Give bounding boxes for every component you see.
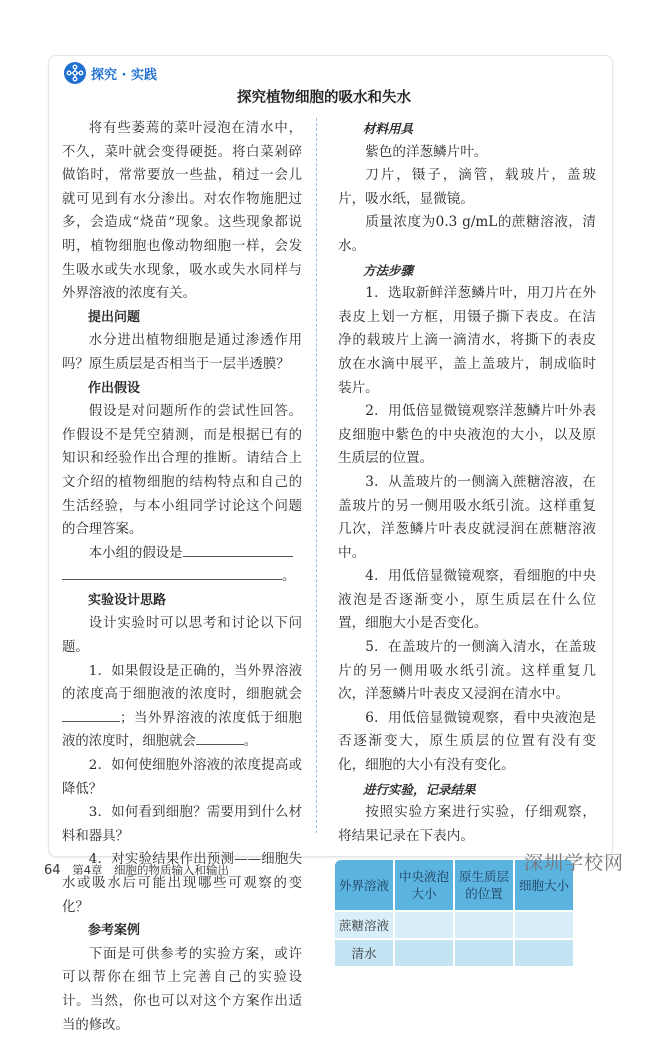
page-footer xyxy=(44,862,229,878)
heading-question: 提出问题 xyxy=(88,309,141,325)
table-row xyxy=(335,912,573,938)
hypothesis-blank-2[interactable] xyxy=(62,565,282,580)
page-number: 64 xyxy=(44,863,61,878)
intro-paragraph: 将有些萎蔫的菜叶浸泡在清水中，不久，菜叶就会变得硬挺。将白菜剁碎做馅时，常常要放一些盐，稍过一会儿就可见到有水分渗出。对农作物施肥过多，会造成“烧苗”现象。这些现象都说明，植物细胞也像动物细胞一样，会发生吸水或失水现象，吸水或失水同样与外界溶液的浓度有关。 xyxy=(62,121,302,302)
step-2: 2．用低倍显微镜观察洋葱鳞片叶外表皮细胞中紫色的中央液泡的大小，以及原生质层的位置。 xyxy=(338,403,596,467)
q1-text-a: 1．如果假设是正确的，当外界溶液的浓度高于细胞液的浓度时，细胞就会 xyxy=(62,663,302,703)
row-label-water: 清水 xyxy=(335,940,393,966)
step-4: 4．用低倍显微镜观察，看细胞的中央液泡是否逐渐变小，原生质层在什么位置，细胞大小是否变化。 xyxy=(338,568,596,632)
design-intro: 设计实验时可以思考和讨论以下问题。 xyxy=(62,616,302,656)
heading-reference: 参考案例 xyxy=(88,923,141,939)
page-title: 探究植物细胞的吸水和失水 xyxy=(237,90,411,106)
step-5: 5．在盖玻片的一侧滴入清水，在盖玻片的另一侧用吸水纸引流。这样重复几次，洋葱鳞片叶表皮又浸润在清水中。 xyxy=(338,639,596,703)
record-paragraph: 按照实验方案进行实验，仔细观察，将结果记录在下表内。 xyxy=(338,804,596,844)
design-question-4: 4．对实验结果作出预测——细胞失水或吸水后可能出现哪些可观察的变化？ xyxy=(62,852,302,915)
table-cell[interactable] xyxy=(395,940,453,966)
right-column xyxy=(338,117,596,968)
period: 。 xyxy=(282,569,296,585)
row-label-sucrose: 蔗糖溶液 xyxy=(335,912,393,938)
hypothesis-paragraph: 假设是对问题所作的尝试性回答。作假设不是凭空猜测，而是根据已有的知识和经验作出合理的推断。请结合上文介绍的植物细胞的结构特点和自己的生活经验，与本小组同学讨论这个问题的合理答案。 xyxy=(62,404,302,538)
our-hypothesis-line xyxy=(62,542,302,566)
design-question-3: 3．如何看到细胞？需要用到什么材料和器具？ xyxy=(62,805,302,844)
reference-paragraph: 下面是可供参考的实验方案，或许可以帮你在细节上完善自己的实验设计。当然，你也可以对这个方案作出适当的修改。 xyxy=(62,946,302,1033)
design-question-1 xyxy=(62,660,302,754)
question-paragraph: 水分进出植物细胞是通过渗透作用吗？原生质层是否相当于一层半透膜？ xyxy=(62,333,302,372)
table-cell[interactable] xyxy=(395,912,453,938)
q1-blank-2[interactable] xyxy=(196,730,244,745)
heading-materials: 材料用具 xyxy=(363,121,414,136)
chapter-title: 第4章 细胞的物质输入和输出 xyxy=(72,863,230,877)
material-2: 刀片，镊子，滴管，载玻片，盖玻片，吸水纸，显微镜。 xyxy=(338,167,596,207)
step-6: 6．用低倍显微镜观察，看中央液泡是否逐渐变大，原生质层的位置有没有变化，细胞的大小有没有变化。 xyxy=(338,709,596,774)
q1-text-b: ；当外界溶液的浓度低于细胞液的浓度时，细胞就会 xyxy=(62,710,302,750)
our-hypothesis-label: 本小组的假设是 xyxy=(88,545,183,561)
header-protoplast-position: 原生质层的位置 xyxy=(455,860,513,910)
period: 。 xyxy=(243,734,258,750)
molecule-icon xyxy=(64,62,86,84)
material-3: 质量浓度为0.3 g/mL的蔗糖溶液，清水。 xyxy=(338,214,596,254)
watermark: 深圳学校网 xyxy=(523,852,624,874)
section-badge xyxy=(64,62,157,84)
table-cell[interactable] xyxy=(455,940,513,966)
heading-steps: 方法步骤 xyxy=(363,262,414,278)
header-vacuole-size: 中央液泡大小 xyxy=(395,860,453,910)
table-cell[interactable] xyxy=(515,912,573,938)
material-1: 紫色的洋葱鳞片叶。 xyxy=(365,143,488,160)
step-3: 3．从盖玻片的一侧滴入蔗糖溶液，在盖玻片的另一侧用吸水纸引流。这样重复几次，洋葱鳞片叶表皮就浸润在蔗糖溶液中。 xyxy=(338,473,596,561)
step-1: 1．选取新鲜洋葱鳞片叶，用刀片在外表皮上划一方框，用镊子撕下表皮。在洁净的载玻片上滴一滴清水，将撕下的表皮放在水滴中展平，盖上盖玻片，制成临时装片。 xyxy=(338,285,596,396)
heading-design: 实验设计思路 xyxy=(88,592,167,608)
table-row xyxy=(335,940,573,966)
section-badge-label: 探究 · 实践 xyxy=(91,67,157,83)
q1-blank-1[interactable] xyxy=(62,707,120,722)
hypothesis-blank-line xyxy=(62,565,302,589)
table-cell[interactable] xyxy=(455,912,513,938)
heading-hypothesis: 作出假设 xyxy=(88,380,141,396)
heading-record: 进行实验，记录结果 xyxy=(363,781,476,797)
hypothesis-blank[interactable] xyxy=(183,542,293,557)
left-column xyxy=(62,117,302,1037)
header-solution: 外界溶液 xyxy=(335,860,393,910)
table-cell[interactable] xyxy=(515,940,573,966)
column-divider xyxy=(316,118,317,833)
header-cell-size: 细胞大小 xyxy=(515,860,573,910)
design-question-2: 2．如何使细胞外溶液的浓度提高或降低？ xyxy=(62,758,302,797)
